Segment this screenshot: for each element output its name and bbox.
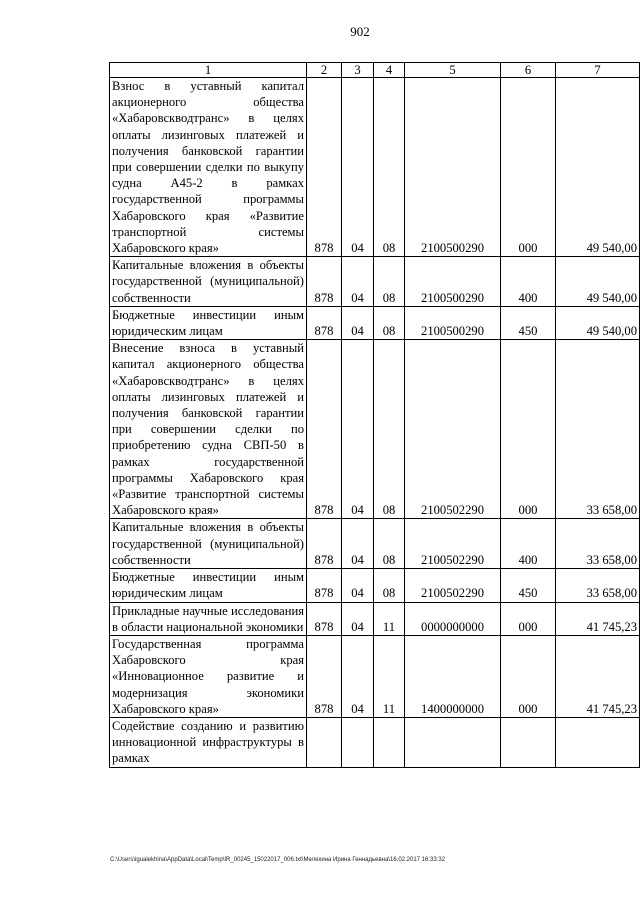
expense-type-code: 400 — [501, 519, 556, 569]
row-description: Бюджетные инвестиции иным юридическим лицам — [110, 306, 307, 339]
column-header: 4 — [374, 63, 405, 78]
subsection-code: 11 — [374, 635, 405, 717]
expense-type-code: 000 — [501, 78, 556, 257]
ministry-code: 878 — [307, 602, 342, 635]
table-row — [110, 602, 640, 635]
ministry-code: 878 — [307, 635, 342, 717]
row-description: Капитальные вложения в объекты государственной (муниципальной) собственности — [110, 257, 307, 307]
amount: 33 658,00 — [556, 569, 640, 602]
column-header: 3 — [342, 63, 374, 78]
ministry-code — [307, 717, 342, 767]
column-header: 6 — [501, 63, 556, 78]
amount: 41 745,23 — [556, 635, 640, 717]
amount: 49 540,00 — [556, 306, 640, 339]
target-item-code: 2100500290 — [405, 78, 501, 257]
ministry-code: 878 — [307, 569, 342, 602]
column-header: 2 — [307, 63, 342, 78]
subsection-code: 08 — [374, 257, 405, 307]
section-code: 04 — [342, 306, 374, 339]
subsection-code: 08 — [374, 78, 405, 257]
row-description: Бюджетные инвестиции иным юридическим лицам — [110, 569, 307, 602]
section-code: 04 — [342, 635, 374, 717]
ministry-code: 878 — [307, 340, 342, 519]
table-row — [110, 306, 640, 339]
table-row — [110, 340, 640, 519]
table-row — [110, 635, 640, 717]
subsection-code: 08 — [374, 340, 405, 519]
column-header: 7 — [556, 63, 640, 78]
section-code: 04 — [342, 340, 374, 519]
subsection-code: 08 — [374, 306, 405, 339]
row-description: Внесение взноса в уставный капитал акционерного общества «Хабаровскводтранс» в целях оплаты лизинговых платежей и получения банковской гарантии при совершении сделки по приобретению судна СВП-50 в рамках государственной программы Хабаровского края «Развитие транспортной системы Хабаровского края» — [110, 340, 307, 519]
target-item-code: 2100500290 — [405, 257, 501, 307]
expense-type-code: 450 — [501, 306, 556, 339]
amount: 49 540,00 — [556, 78, 640, 257]
subsection-code: 11 — [374, 602, 405, 635]
subsection-code: 08 — [374, 519, 405, 569]
ministry-code: 878 — [307, 519, 342, 569]
row-description: Капитальные вложения в объекты государственной (муниципальной) собственности — [110, 519, 307, 569]
section-code: 04 — [342, 519, 374, 569]
target-item-code: 2100502290 — [405, 340, 501, 519]
column-header: 1 — [110, 63, 307, 78]
amount: 41 745,23 — [556, 602, 640, 635]
table-row — [110, 257, 640, 307]
budget-table — [109, 62, 640, 768]
row-description: Государственная программа Хабаровского края «Инновационное развитие и модернизация экономики Хабаровского края» — [110, 635, 307, 717]
subsection-code: 08 — [374, 569, 405, 602]
column-header: 5 — [405, 63, 501, 78]
section-code: 04 — [342, 257, 374, 307]
target-item-code: 2100502290 — [405, 569, 501, 602]
section-code — [342, 717, 374, 767]
expense-type-code: 000 — [501, 602, 556, 635]
target-item-code — [405, 717, 501, 767]
page-number: 902 — [350, 24, 370, 39]
target-item-code: 2100500290 — [405, 306, 501, 339]
expense-type-code: 000 — [501, 635, 556, 717]
row-description: Взнос в уставный капитал акционерного общества «Хабаровскводтранс» в целях оплаты лизинговых платежей и получения банковской гарантии при совершении сделки по выкупу судна А45-2 в рамках государственной программы Хабаровского края «Развитие транспортной системы Хабаровского края» — [110, 78, 307, 257]
ministry-code: 878 — [307, 78, 342, 257]
amount — [556, 717, 640, 767]
amount: 33 658,00 — [556, 519, 640, 569]
file-path-footer: C:\Users\igualekhina\AppData\Local\Temp\IR_00245_15022017_006.txt\Мелехина Ирина Геннадьевна\16.02.2017 16:33:32 — [110, 857, 446, 863]
subsection-code — [374, 717, 405, 767]
amount: 49 540,00 — [556, 257, 640, 307]
expense-type-code: 000 — [501, 340, 556, 519]
section-code: 04 — [342, 602, 374, 635]
ministry-code: 878 — [307, 257, 342, 307]
expense-type-code: 450 — [501, 569, 556, 602]
target-item-code: 1400000000 — [405, 635, 501, 717]
table-row — [110, 519, 640, 569]
target-item-code: 2100502290 — [405, 519, 501, 569]
section-code: 04 — [342, 78, 374, 257]
table-row — [110, 78, 640, 257]
section-code: 04 — [342, 569, 374, 602]
expense-type-code — [501, 717, 556, 767]
row-description: Содействие созданию и развитию инновационной инфраструктуры в рамках — [110, 717, 307, 767]
table-row — [110, 569, 640, 602]
amount: 33 658,00 — [556, 340, 640, 519]
expense-type-code: 400 — [501, 257, 556, 307]
table-header-row — [110, 63, 640, 78]
ministry-code: 878 — [307, 306, 342, 339]
target-item-code: 0000000000 — [405, 602, 501, 635]
table-row — [110, 717, 640, 767]
row-description: Прикладные научные исследования в области национальной экономики — [110, 602, 307, 635]
